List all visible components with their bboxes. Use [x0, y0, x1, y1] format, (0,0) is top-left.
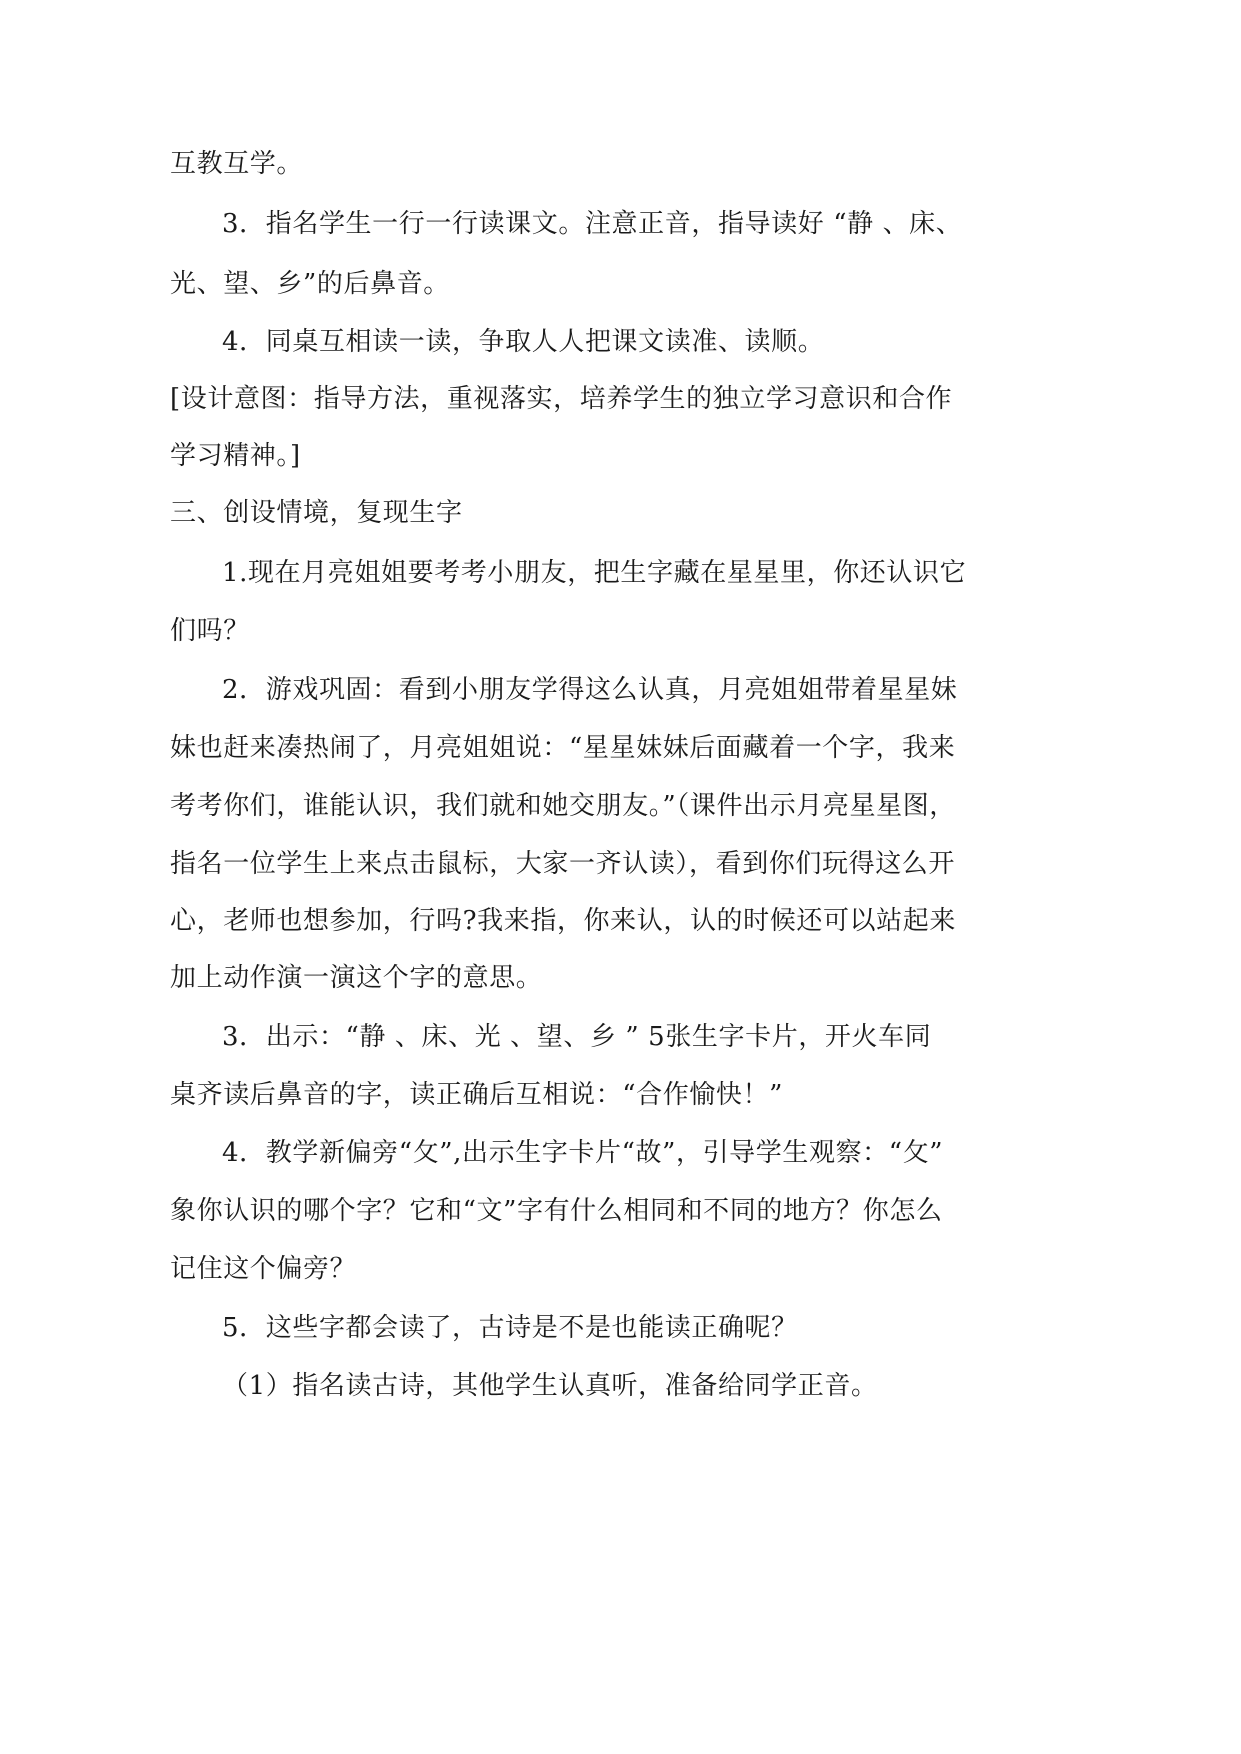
text-line: （1）指名读古诗，其他学生认真听，准备给同学正音。: [222, 1371, 878, 1401]
text-line: 考考你们，谁能认识，我们就和她交朋友。”（课件出示月亮星星图，: [170, 791, 956, 821]
text-line: 象你认识的哪个字？它和“文”字有什么相同和不同的地方？你怎么: [170, 1196, 943, 1226]
text-line: 2．游戏巩固：看到小朋友学得这么认真，月亮姐姐带着星星妹: [222, 675, 958, 705]
text-line: 加上动作演一演这个字的意思。: [170, 963, 543, 993]
text-line: 学习精神。]: [170, 441, 301, 471]
text-line: 3．指名学生一行一行读课文。注意正音，指导读好 “静 、床、: [222, 209, 963, 239]
text-line: 妹也赶来凑热闹了，月亮姐姐说：“星星妹妹后面藏着一个字，我来: [170, 733, 956, 763]
text-line: 1.现在月亮姐姐要考考小朋友，把生字藏在星星里，你还认识它: [222, 558, 967, 588]
text-line: 心，老师也想参加，行吗?我来指，你来认，认的时候还可以站起来: [170, 906, 956, 936]
section-heading: 三、创设情境，复现生字: [170, 498, 463, 528]
text-line: 互教互学。: [170, 149, 304, 179]
text-line: 5．这些字都会读了，古诗是不是也能读正确呢？: [222, 1313, 798, 1343]
text-line: 记住这个偏旁？: [170, 1254, 357, 1284]
text-line: 指名一位学生上来点击鼠标，大家一齐认读），看到你们玩得这么开: [170, 849, 956, 879]
text-line: 4．同桌互相读一读，争取人人把课文读准、读顺。: [222, 327, 825, 357]
text-line: 4．教学新偏旁“攵”,出示生字卡片“故”，引导学生观察：“攵”: [222, 1138, 944, 1168]
text-line: 光、望、乡”的后鼻音。: [170, 269, 450, 299]
text-line: 们吗？: [170, 616, 250, 646]
text-line: 桌齐读后鼻音的字，读正确后互相说：“合作愉快！”: [170, 1080, 783, 1110]
text-line: [设计意图：指导方法，重视落实，培养学生的独立学习意识和合作: [170, 384, 953, 414]
text-line: 3．出示：“静 、床、光 、望、乡 ” 5张生字卡片，开火车同: [222, 1022, 932, 1052]
